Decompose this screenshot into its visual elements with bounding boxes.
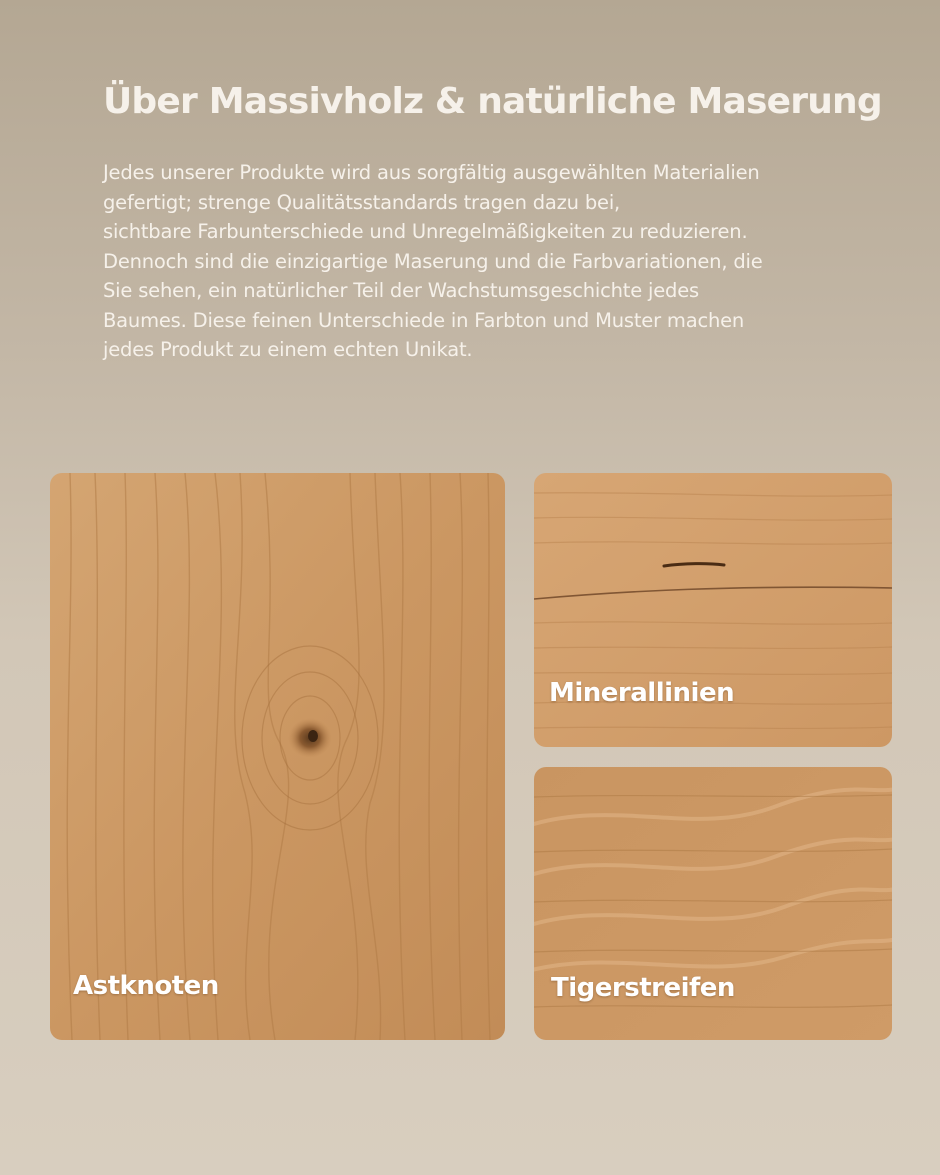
page-title: Über Massivholz & natürliche Maserung (103, 81, 882, 122)
wood-knot-image-tile (50, 473, 505, 1040)
tile-label-mineral: Minerallinien (549, 678, 735, 708)
intro-paragraph (103, 158, 913, 365)
intro-line: jedes Produkt zu einem echten Unikat. (103, 338, 473, 361)
wood-knot-texture (50, 473, 505, 1040)
intro-line: gefertigt; strenge Qualitätsstandards tragen dazu bei, (103, 190, 621, 214)
intro-line: Dennoch sind die einzigartige Maserung und die Farbvariationen, die (103, 249, 763, 273)
intro-line: Baumes. Diese feinen Unterschiede in Farbton und Muster machen (103, 308, 745, 332)
intro-line: sichtbare Farbunterschiede und Unregelmäßigkeiten zu reduzieren. (103, 220, 748, 243)
mineral-lines-image-tile (534, 473, 892, 747)
intro-line: Sie sehen, ein natürlicher Teil der Wachstumsgeschichte jedes (103, 279, 699, 302)
tile-label-tiger: Tigerstreifen (551, 973, 735, 1003)
intro-line: Jedes unserer Produkte wird aus sorgfältig ausgewählten Materialien (103, 161, 760, 184)
tile-label-knot: Astknoten (73, 971, 219, 1001)
tiger-stripes-image-tile (534, 767, 892, 1040)
